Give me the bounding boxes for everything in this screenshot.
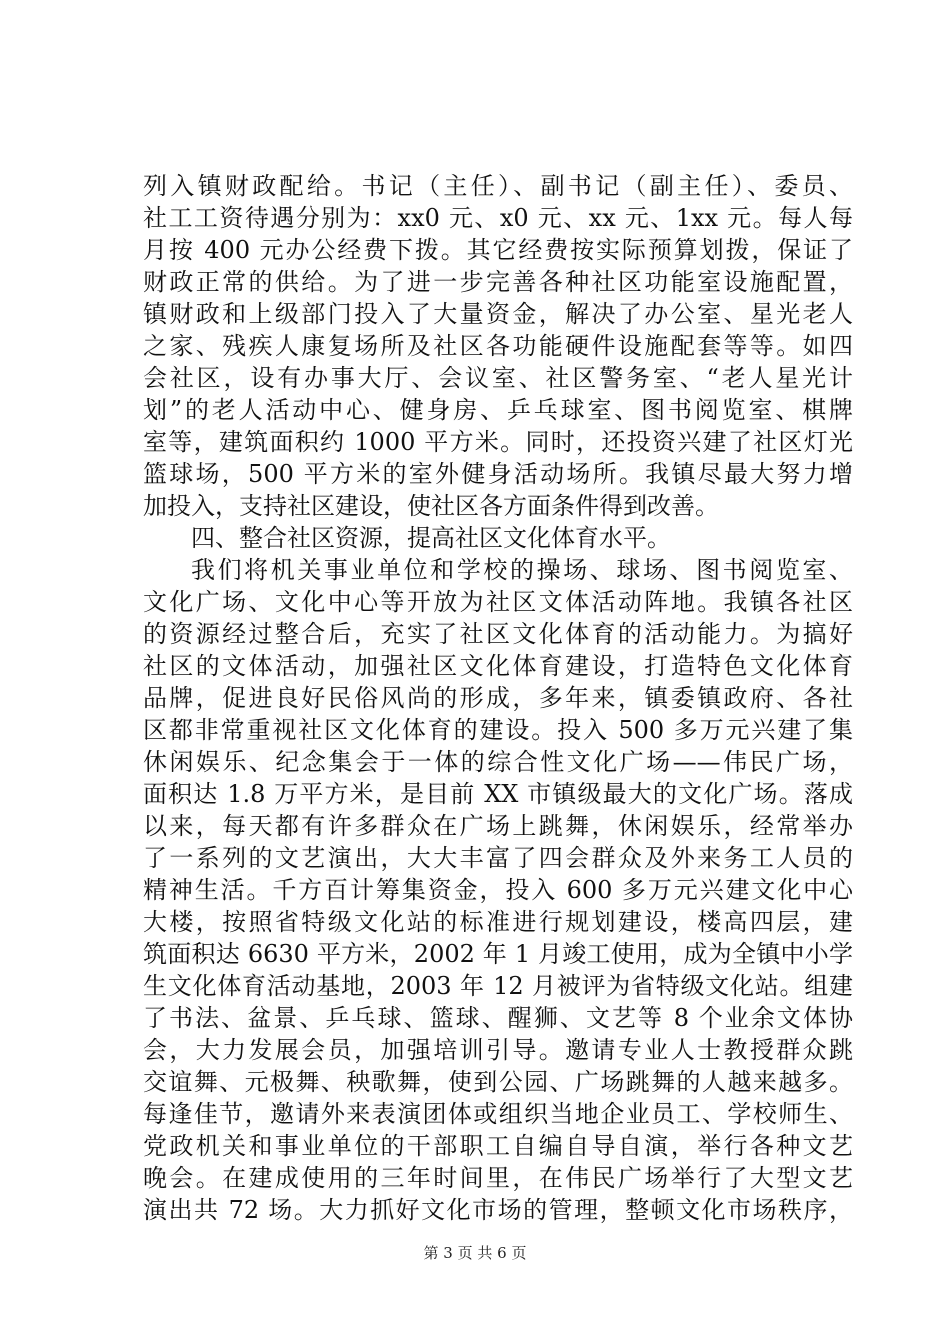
page-number-footer: 第 3 页 共 6 页 — [423, 1244, 527, 1262]
text-line: 镇财政和上级部门投入了大量资金，解决了办公室、星光老人 — [143, 300, 853, 328]
document-body — [143, 170, 853, 1226]
text-line: 交谊舞、元极舞、秧歌舞，使到公园、广场跳舞的人越来越多。 — [143, 1068, 853, 1096]
text-line: 室等，建筑面积约 1000 平方米。同时，还投资兴建了社区灯光 — [143, 428, 853, 456]
text-line: 了一系列的文艺演出，大大丰富了四会群众及外来务工人员的 — [143, 844, 853, 872]
text-line: 社工工资待遇分别为：xx0 元、x0 元、xx 元、1xx 元。每人每 — [143, 204, 853, 232]
text-line: 篮球场，500 平方米的室外健身活动场所。我镇尽最大努力增 — [143, 460, 853, 488]
text-line: 精神生活。千方百计筹集资金，投入 600 多万元兴建文化中心 — [143, 876, 853, 904]
text-line: 的资源经过整合后，充实了社区文化体育的活动能力。为搞好 — [143, 620, 853, 648]
text-line: 品牌，促进良好民俗风尚的形成，多年来，镇委镇政府、各社 — [143, 684, 853, 712]
text-line: 每逢佳节，邀请外来表演团体或组织当地企业员工、学校师生、 — [143, 1100, 853, 1128]
text-line: 面积达 1.8 万平方米，是目前 XX 市镇级最大的文化广场。落成 — [143, 780, 853, 808]
text-line: 我们将机关事业单位和学校的操场、球场、图书阅览室、 — [191, 556, 853, 584]
text-line: 生文化体育活动基地，2003 年 12 月被评为省特级文化站。组建 — [143, 972, 853, 1000]
section-heading: 四、整合社区资源，提高社区文化体育水平。 — [191, 524, 671, 552]
text-line: 区都非常重视社区文化体育的建设。投入 500 多万元兴建了集 — [143, 716, 853, 744]
text-line: 休闲娱乐、纪念集会于一体的综合性文化广场——伟民广场， — [143, 748, 853, 776]
text-line: 会，大力发展会员，加强培训引导。邀请专业人士教授群众跳 — [143, 1036, 853, 1064]
text-line: 月按 400 元办公经费下拨。其它经费按实际预算划拨，保证了 — [143, 236, 853, 264]
text-line: 列入镇财政配给。书记（主任）、副书记（副主任）、委员、 — [143, 172, 853, 200]
text-line: 之家、残疾人康复场所及社区各功能硬件设施配套等等。如四 — [143, 332, 853, 360]
text-line: 文化广场、文化中心等开放为社区文体活动阵地。我镇各社区 — [143, 588, 853, 616]
text-line: 会社区，设有办事大厅、会议室、社区警务室、“老人星光计 — [143, 364, 853, 392]
text-line: 社区的文体活动，加强社区文化体育建设，打造特色文化体育 — [143, 652, 853, 680]
text-line: 以来，每天都有许多群众在广场上跳舞，休闲娱乐，经常举办 — [143, 812, 853, 840]
text-line: 筑面积达 6630 平方米，2002 年 1 月竣工使用，成为全镇中小学 — [143, 940, 853, 968]
text-line: 党政机关和事业单位的干部职工自编自导自演，举行各种文艺 — [143, 1132, 853, 1160]
text-line: 财政正常的供给。为了进一步完善各种社区功能室设施配置， — [143, 268, 853, 296]
text-line: 大楼，按照省特级文化站的标准进行规划建设，楼高四层，建 — [143, 908, 853, 936]
text-line: 了书法、盆景、乒乓球、篮球、醒狮、文艺等 8 个业余文体协 — [143, 1004, 853, 1032]
text-line: 加投入，支持社区建设，使社区各方面条件得到改善。 — [143, 492, 719, 520]
text-line: 划”的老人活动中心、健身房、乒乓球室、图书阅览室、棋牌 — [143, 396, 853, 424]
text-line: 演出共 72 场。大力抓好文化市场的管理，整顿文化市场秩序， — [143, 1196, 853, 1224]
text-line: 晚会。在建成使用的三年时间里，在伟民广场举行了大型文艺 — [143, 1164, 853, 1192]
